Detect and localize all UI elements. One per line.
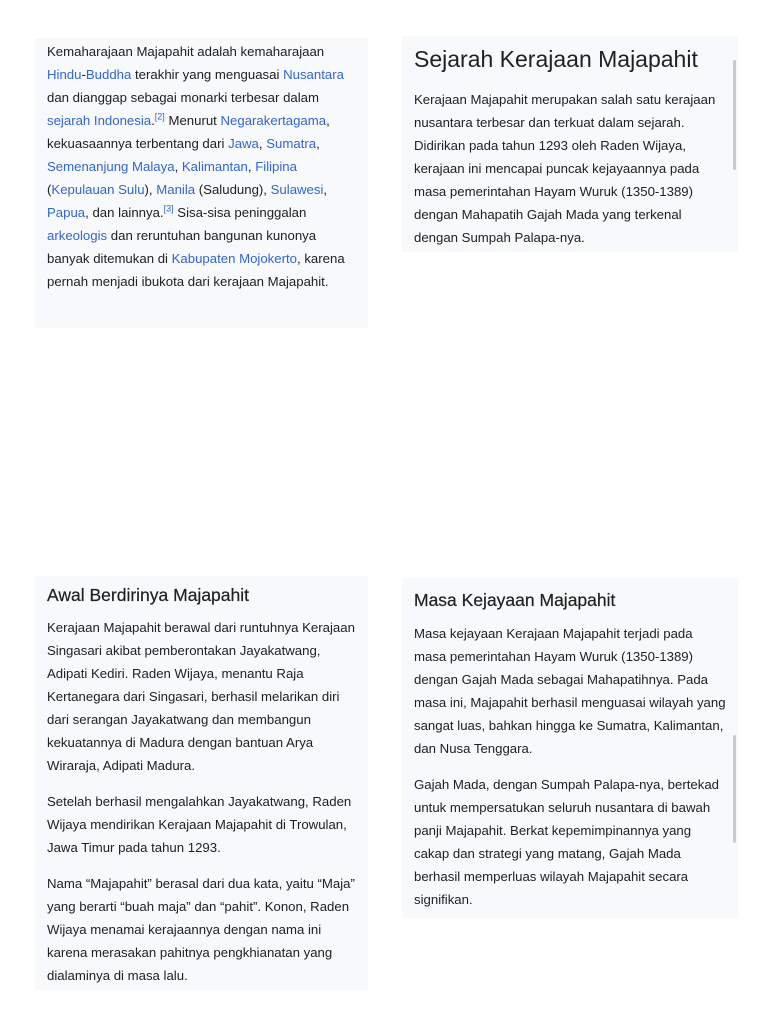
intro-text: , dan lainnya. [85, 205, 164, 220]
awal-card [35, 576, 368, 990]
inline-link[interactable]: Papua [47, 205, 86, 220]
awal-paragraph-2: Setelah berhasil mengalahkan Jayakatwang, Raden Wijaya mendirikan Kerajaan Majapahit di Trowulan, Jawa Timur pada tahun 1293. [47, 794, 352, 855]
intro-text: ( [47, 182, 52, 197]
scrollbar-thumb[interactable] [733, 60, 736, 170]
awal-paragraph-1: Kerajaan Majapahit berawal dari runtuhnya Kerajaan Singasari akibat pemberontakan Jayakatwang, Adipati Kediri. Raden Wijaya, menantu Raja Kertanegara dari Singasari, berhasil melarikan diri dari serangan Jayakatwang dan membangun kekuatannya di Madura dengan bantuan Arya Wiraraja, Adipati Madura. [47, 620, 355, 773]
intro-text: , [323, 182, 328, 197]
kejayaan-paragraph-1: Masa kejayaan Kerajaan Majapahit terjadi pada masa pemerintahan Hayam Wuruk (1350-1389) dengan Gajah Mada sebagai Mahapatihnya. Pada masa ini, Majapahit berhasil menguasai wilayah yang sangat luas, bahkan hingga ke Sumatra, Kalimantan, dan Nusa Tenggara. [414, 626, 726, 756]
intro-text: , [174, 159, 182, 174]
section-heading-kejayaan: Masa Kejayaan Majapahit [414, 590, 616, 610]
intro-text: Menurut [164, 113, 221, 128]
intro-text: dan dianggap sebagai monarki terbesar dalam [47, 90, 319, 105]
inline-link[interactable]: Nusantara [283, 67, 344, 82]
intro-card [35, 38, 368, 328]
intro-text: Kemaharajaan Majapahit adalah kemaharajaan [47, 44, 325, 59]
intro-text: , karena pernah menjadi ibukota dari kerajaan Majapahit. [47, 251, 345, 289]
intro-text: , [247, 159, 256, 174]
inline-link[interactable]: sejarah Indonesia [47, 113, 152, 128]
inline-link[interactable]: arkeologis [47, 228, 108, 243]
inline-link[interactable]: Jawa [228, 136, 259, 151]
kejayaan-card [402, 578, 738, 918]
section-heading-awal: Awal Berdirinya Majapahit [47, 585, 250, 605]
inline-link[interactable]: Sumatra [266, 136, 317, 151]
intro-text: (Saludung), [195, 182, 271, 197]
kejayaan-paragraph-2: Gajah Mada, dengan Sumpah Palapa-nya, bertekad untuk mempersatukan seluruh nusantara di bawah panji Majapahit. Berkat kepemimpinannya yang cakap dan strategi yang matang, Gajah Mada berhasil memperluas wilayah Majapahit secara signifikan. [414, 777, 719, 907]
intro-text: terakhir yang menguasai [131, 67, 284, 82]
sejarah-card [402, 36, 738, 252]
page-title: Sejarah Kerajaan Majapahit [414, 46, 698, 72]
inline-link[interactable]: Negarakertagama [220, 113, 327, 128]
intro-text: , [316, 136, 320, 151]
intro-text: . [151, 113, 155, 128]
inline-link[interactable]: Kalimantan [181, 159, 248, 174]
inline-link[interactable]: Semenanjung Malaya [47, 159, 175, 174]
intro-text: , [258, 136, 267, 151]
scrollbar-thumb-2[interactable] [733, 735, 736, 843]
inline-link[interactable]: Kepulauan Sulu [51, 182, 145, 197]
intro-text: Sisa-sisa peninggalan [173, 205, 307, 220]
reference-link[interactable]: [3] [163, 203, 174, 214]
intro-paragraph [47, 40, 356, 293]
inline-link[interactable]: Filipina [255, 159, 297, 174]
awal-paragraph-3: Nama “Majapahit” berasal dari dua kata, yaitu “Maja” yang berarti “buah maja” dan “pahit”. Konon, Raden Wijaya menamai kerajaannya dengan nama ini karena merasakan pahitnya pengkhianatan yang dialaminya di masa lalu. [47, 876, 355, 983]
intro-text: ), [144, 182, 157, 197]
inline-link[interactable]: Buddha [85, 67, 132, 82]
intro-text: dan reruntuhan bangunan kunonya banyak ditemukan di [47, 228, 317, 266]
intro-text: - [81, 67, 86, 82]
inline-link[interactable]: Hindu [47, 67, 82, 82]
sejarah-paragraph: Kerajaan Majapahit merupakan salah satu kerajaan nusantara terbesar dan terkuat dalam sejarah. Didirikan pada tahun 1293 oleh Raden Wijaya, kerajaan ini mencapai puncak kejayaannya pada masa pemerintahan Hayam Wuruk (1350-1389) dengan Mahapatih Gajah Mada yang terkenal dengan Sumpah Palapa-nya. [414, 92, 716, 245]
reference-link[interactable]: [2] [154, 111, 165, 122]
intro-text: , kekuasaannya terbentang dari [47, 113, 330, 151]
inline-link[interactable]: Manila [156, 182, 196, 197]
inline-link[interactable]: Sulawesi [270, 182, 324, 197]
inline-link[interactable]: Kabupaten Mojokerto [171, 251, 297, 266]
